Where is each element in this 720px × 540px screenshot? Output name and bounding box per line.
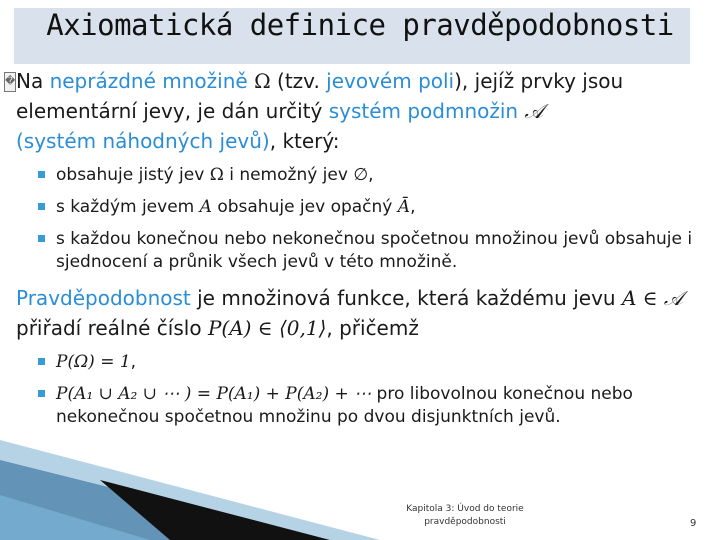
event-system-list [16,164,706,274]
slide-content [5,66,706,438]
list-item: P(A₁ ∪ A₂ ∪ ⋯ ) = P(A₁) + P(A₂) + ⋯ pro libovolnou konečnou nebo nekonečnou spočetnou množinu po dvou disjunktních jevů. [38,383,706,429]
corner-decoration [0,440,380,540]
missing-glyph-icon: � [4,72,16,92]
probability-paragraph: Pravděpodobnost je množinová funkce, která každému jevu A ∈ 𝒜 přiřadí reálné číslo P(A) ∈ ⟨0,1⟩, přičemž [16,286,683,340]
page-number: 9 [690,518,697,529]
probability-axioms-list [16,351,706,429]
footer-chapter: Kapitola 3: Úvod do teorie pravděpodobnosti [406,504,524,527]
page-title: Axiomatická definice pravděpodobnosti [46,8,674,42]
definition-paragraph: � Na neprázdné množině Ω (tzv. jevovém poli), jejíž prvky jsou elementární jevy, je dán určitý systém podmnožin 𝒜 (systém náhodných jevů), který: [5,69,624,153]
list-item: s každou konečnou nebo nekonečnou spočetnou množinou jevů obsahuje i sjednocení a průnik všech jevů v této množině. [38,228,706,274]
list-item: P(Ω) = 1, [38,351,706,374]
list-item: s každým jevem A obsahuje jev opačný Ā, [38,196,706,219]
list-item: obsahuje jistý jev Ω i nemožný jev ∅, [38,164,706,187]
